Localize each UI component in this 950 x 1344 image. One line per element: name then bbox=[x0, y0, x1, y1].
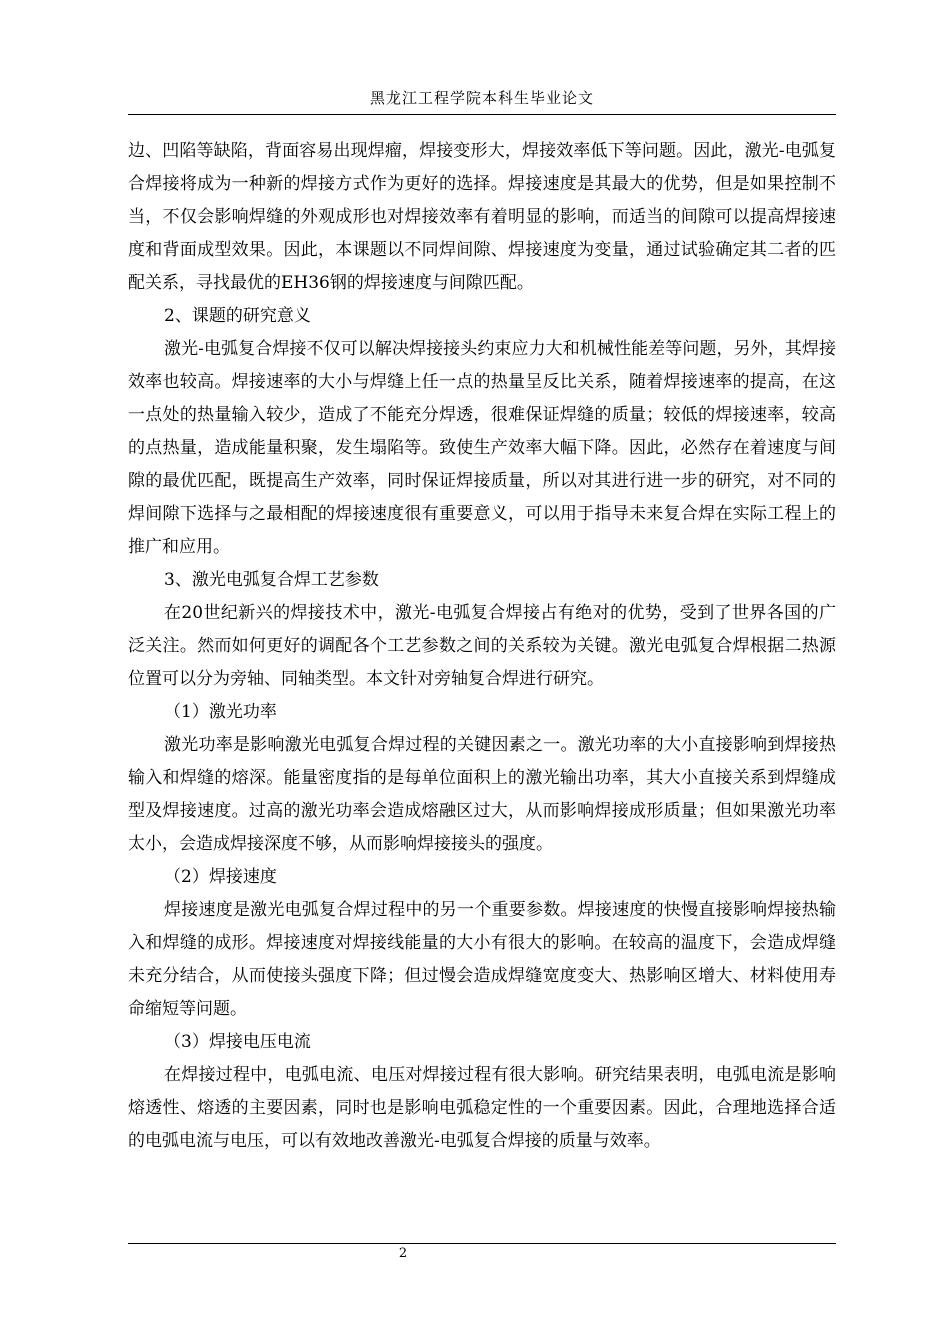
footer-divider bbox=[128, 1243, 836, 1244]
body-text bbox=[128, 135, 836, 1158]
subsection-heading: （3）焊接电压电流 bbox=[164, 1032, 311, 1052]
paragraph: 在20世纪新兴的焊接技术中，激光-电弧复合焊接占有绝对的优势，受到了世界各国的广泛关注。然而如何更好的调配各个工艺参数之间的关系较为关键。激光电弧复合焊根据二热源位置可以分为旁轴、同轴类型。本文针对旁轴复合焊进行研究。 bbox=[128, 603, 836, 689]
subsection-heading: （1）激光功率 bbox=[164, 702, 277, 722]
page-number: 2 bbox=[398, 1246, 408, 1261]
paragraph: 在焊接过程中，电弧电流、电压对焊接过程有很大影响。研究结果表明，电弧电流是影响熔透性、熔透的主要因素，同时也是影响电弧稳定性的一个重要因素。因此，合理地选择合适的电弧电流与电压，可以有效地改善激光-电弧复合焊接的质量与效率。 bbox=[128, 1065, 836, 1151]
subsection-heading: （2）焊接速度 bbox=[164, 867, 277, 887]
header-divider bbox=[128, 114, 836, 115]
running-header: 黑龙江工程学院本科生毕业论文 bbox=[369, 89, 594, 107]
paragraph: 边、凹陷等缺陷，背面容易出现焊瘤，焊接变形大，焊接效率低下等问题。因此，激光-电弧复合焊接将成为一种新的焊接方式作为更好的选择。焊接速度是其最大的优势，但是如果控制不当，不仅会影响焊缝的外观成形也对焊接效率有着明显的影响，而适当的间隙可以提高焊接速度和背面成型效果。因此，本课题以不同焊间隙、焊接速度为变量，通过试验确定其二者的匹配关系，寻找最优的EH36钢的焊接速度与间隙匹配。 bbox=[128, 141, 836, 293]
paragraph: 激光功率是影响激光电弧复合焊过程的关键因素之一。激光功率的大小直接影响到焊接热输入和焊缝的熔深。能量密度指的是每单位面积上的激光输出功率，其大小直接关系到焊缝成型及焊接速度。过高的激光功率会造成熔融区过大，从而影响焊接成形质量；但如果激光功率太小，会造成焊接深度不够，从而影响焊接接头的强度。 bbox=[128, 735, 836, 854]
section-heading: 3、激光电弧复合焊工艺参数 bbox=[164, 570, 379, 590]
paragraph: 焊接速度是激光电弧复合焊过程中的另一个重要参数。焊接速度的快慢直接影响焊接热输入和焊缝的成形。焊接速度对焊接线能量的大小有很大的影响。在较高的温度下，会造成焊缝未充分结合，从而使接头强度下降；但过慢会造成焊缝宽度变大、热影响区增大、材料使用寿命缩短等问题。 bbox=[128, 900, 836, 1019]
section-heading: 2、课题的研究意义 bbox=[164, 306, 311, 326]
paragraph: 激光-电弧复合焊接不仅可以解决焊接接头约束应力大和机械性能差等问题，另外，其焊接效率也较高。焊接速率的大小与焊缝上任一点的热量呈反比关系，随着焊接速率的提高，在这一点处的热量输入较少，造成了不能充分焊透，很难保证焊缝的质量；较低的焊接速率，较高的点热量，造成能量积聚，发生塌陷等。致使生产效率大幅下降。因此，必然存在着速度与间隙的最优匹配，既提高生产效率，同时保证焊接质量，所以对其进行进一步的研究，对不同的焊间隙下选择与之最相配的焊接速度很有重要意义，可以用于指导未来复合焊在实际工程上的推广和应用。 bbox=[128, 339, 836, 557]
